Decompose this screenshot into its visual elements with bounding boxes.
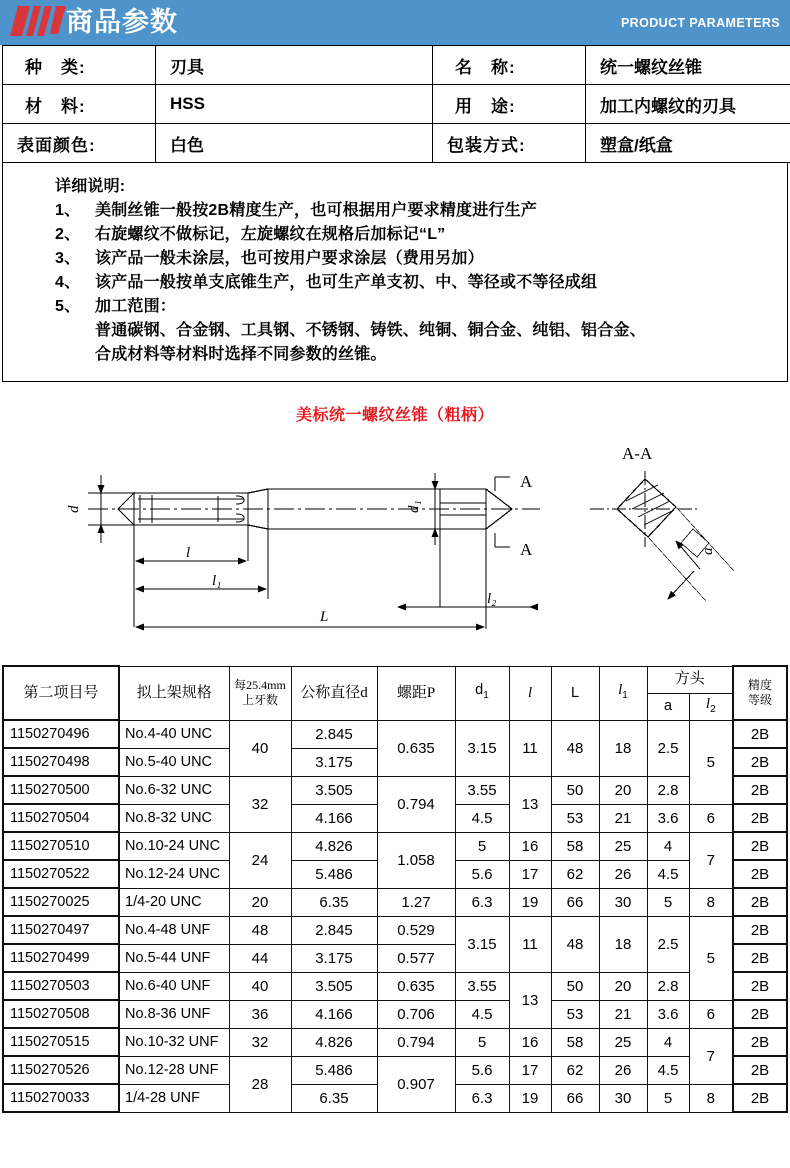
- spec-label-category: 种 类:: [3, 46, 156, 85]
- cell-item-no: 1150270508: [3, 1000, 119, 1028]
- header-tpi-line1: 每25.4mm: [234, 678, 286, 692]
- cell-l: 19: [509, 888, 551, 916]
- cell-item-no: 1150270499: [3, 944, 119, 972]
- cell-grade: 2B: [733, 888, 787, 916]
- cell-d1: 3.55: [455, 776, 509, 804]
- spec-table: [2, 45, 790, 163]
- cell-L: 50: [551, 776, 599, 804]
- cell-tpi: 32: [229, 1028, 291, 1056]
- cell-grade: 2B: [733, 944, 787, 972]
- dimension-table-head: [3, 666, 787, 720]
- cell-pitch: 0.794: [377, 1028, 455, 1056]
- cell-grade: 2B: [733, 748, 787, 776]
- cell-pitch: 0.577: [377, 944, 455, 972]
- cell-shelf-spec: No.12-28 UNF: [119, 1056, 229, 1084]
- spec-value-material: HSS: [156, 85, 433, 124]
- cell-item-no: 1150270526: [3, 1056, 119, 1084]
- cell-item-no: 1150270497: [3, 916, 119, 944]
- spec-row: [3, 85, 790, 124]
- cell-shelf-spec: No.5-40 UNC: [119, 748, 229, 776]
- drawing-label-l1: l₁: [212, 573, 222, 589]
- cell-item-no: 1150270496: [3, 720, 119, 748]
- cell-a: 5: [647, 888, 689, 916]
- banner-title: 商品参数: [66, 7, 178, 37]
- cell-L: 53: [551, 804, 599, 832]
- header-d1: [455, 666, 509, 720]
- description-item-text: 右旋螺纹不做标记，左旋螺纹在规格后加标记“L”: [95, 226, 446, 243]
- header-item-no: 第二项目号: [3, 666, 119, 720]
- cell-L: 62: [551, 1056, 599, 1084]
- cell-tpi: 32: [229, 776, 291, 832]
- cell-l1: 18: [599, 916, 647, 972]
- table-row: [3, 720, 787, 748]
- cell-L: 58: [551, 832, 599, 860]
- cell-nominal-d: 2.845: [291, 916, 377, 944]
- spec-label-name: 名 称:: [433, 46, 586, 85]
- cell-d1: 5: [455, 832, 509, 860]
- cell-a: 2.8: [647, 972, 689, 1000]
- cell-shelf-spec: No.4-48 UNF: [119, 916, 229, 944]
- cell-pitch: 1.058: [377, 832, 455, 888]
- cell-grade: 2B: [733, 1028, 787, 1056]
- table-row: [3, 776, 787, 804]
- cell-l1: 26: [599, 860, 647, 888]
- cell-grade: 2B: [733, 916, 787, 944]
- cell-l: 13: [509, 776, 551, 832]
- technical-drawing: [0, 429, 790, 659]
- cell-a: 4.5: [647, 1056, 689, 1084]
- cell-l1: 20: [599, 776, 647, 804]
- description-item-text: 该产品一般未涂层，也可按用户要求涂层（费用另加）: [95, 250, 484, 267]
- cell-d1: 6.3: [455, 1084, 509, 1112]
- cell-shelf-spec: No.5-44 UNF: [119, 944, 229, 972]
- cell-item-no: 1150270500: [3, 776, 119, 804]
- cell-l2: 6: [689, 1000, 733, 1028]
- cell-l1: 20: [599, 972, 647, 1000]
- cell-d1: 6.3: [455, 888, 509, 916]
- cell-a: 3.6: [647, 804, 689, 832]
- header-l2-base: l: [705, 695, 711, 712]
- spec-value-surface-color: 白色: [156, 124, 433, 163]
- drawing-section-view-label: A-A: [622, 444, 653, 463]
- cell-a: 2.5: [647, 720, 689, 776]
- cell-pitch: 0.907: [377, 1056, 455, 1112]
- cell-pitch: 0.794: [377, 776, 455, 832]
- cell-tpi: 24: [229, 832, 291, 888]
- description-item-number: 5、: [55, 298, 81, 315]
- cell-l: 13: [509, 972, 551, 1028]
- description-item-number: 4、: [55, 274, 81, 291]
- description-range-line: 普通碳钢、合金钢、工具钢、不锈钢、铸铁、纯铜、铜合金、纯铝、铝合金、: [95, 322, 646, 339]
- cell-grade: 2B: [733, 832, 787, 860]
- drawing-section-mark-top: A: [520, 472, 533, 491]
- description-item-text: 加工范围：: [95, 298, 177, 315]
- drawing-label-l: l: [186, 545, 191, 561]
- cell-L: 62: [551, 860, 599, 888]
- cell-l1: 30: [599, 888, 647, 916]
- cell-grade: 2B: [733, 1056, 787, 1084]
- header-threads-per-inch: [229, 666, 291, 720]
- cell-tpi: 36: [229, 1000, 291, 1028]
- cell-item-no: 1150270025: [3, 888, 119, 916]
- cell-d1: 4.5: [455, 804, 509, 832]
- spec-label-surface-color: 表面颜色:: [3, 124, 156, 163]
- spec-value-usage: 加工内螺纹的刃具: [586, 85, 790, 124]
- drawing-label-a: a: [700, 547, 716, 555]
- cell-l2: 5: [689, 916, 733, 1000]
- cell-shelf-spec: 1/4-28 UNF: [119, 1084, 229, 1112]
- cell-pitch: 0.529: [377, 916, 455, 944]
- table-row: [3, 832, 787, 860]
- cell-grade: 2B: [733, 1000, 787, 1028]
- cell-a: 4: [647, 1028, 689, 1056]
- cell-pitch: 0.635: [377, 720, 455, 776]
- spec-value-name: 统一螺纹丝锥: [586, 46, 790, 85]
- cell-l1: 26: [599, 1056, 647, 1084]
- cell-item-no: 1150270503: [3, 972, 119, 1000]
- cell-item-no: 1150270033: [3, 1084, 119, 1112]
- table-row: [3, 888, 787, 916]
- cell-shelf-spec: No.10-24 UNC: [119, 832, 229, 860]
- cell-L: 53: [551, 1000, 599, 1028]
- cell-nominal-d: 5.486: [291, 1056, 377, 1084]
- cell-pitch: 1.27: [377, 888, 455, 916]
- cell-l1: 21: [599, 804, 647, 832]
- cell-tpi: 40: [229, 972, 291, 1000]
- cell-nominal-d: 3.505: [291, 776, 377, 804]
- description-block: [2, 163, 788, 382]
- dimension-table-body: [3, 720, 787, 1112]
- table-row: [3, 1028, 787, 1056]
- cell-nominal-d: 5.486: [291, 860, 377, 888]
- cell-shelf-spec: No.12-24 UNC: [119, 860, 229, 888]
- table-row: [3, 1000, 787, 1028]
- header-tpi-line2: 上牙数: [241, 693, 278, 707]
- cell-L: 66: [551, 888, 599, 916]
- table-row: [3, 972, 787, 1000]
- cell-d1: 5.6: [455, 860, 509, 888]
- cell-a: 4.5: [647, 860, 689, 888]
- drawing-label-d1: d₁: [406, 500, 422, 513]
- cell-item-no: 1150270522: [3, 860, 119, 888]
- cell-nominal-d: 4.166: [291, 804, 377, 832]
- cell-l2: 6: [689, 804, 733, 832]
- cell-a: 5: [647, 1084, 689, 1112]
- header-grade-line2: 等级: [748, 693, 773, 707]
- cell-item-no: 1150270498: [3, 748, 119, 776]
- cell-shelf-spec: No.10-32 UNF: [119, 1028, 229, 1056]
- cell-l1: 25: [599, 832, 647, 860]
- table-row: [3, 1056, 787, 1084]
- page-banner: [0, 0, 790, 45]
- description-heading: 详细说明:: [55, 178, 126, 195]
- cell-nominal-d: 4.166: [291, 1000, 377, 1028]
- header-accuracy-grade: [733, 666, 787, 720]
- description-item: [55, 295, 777, 319]
- cell-shelf-spec: No.6-40 UNF: [119, 972, 229, 1000]
- description-item: [55, 247, 777, 271]
- spec-value-category: 刃具: [156, 46, 433, 85]
- description-item: [55, 271, 777, 295]
- cell-a: 2.5: [647, 916, 689, 972]
- banner-subtitle: PRODUCT PARAMETERS: [620, 15, 780, 30]
- cell-nominal-d: 2.845: [291, 720, 377, 748]
- cell-l2: 8: [689, 1084, 733, 1112]
- cell-d1: 3.55: [455, 972, 509, 1000]
- description-range-line: 合成材料等材料时选择不同参数的丝锥。: [95, 346, 387, 363]
- cell-a: 3.6: [647, 1000, 689, 1028]
- cell-l2: 8: [689, 888, 733, 916]
- cell-L: 66: [551, 1084, 599, 1112]
- cell-L: 48: [551, 720, 599, 776]
- cell-l1: 30: [599, 1084, 647, 1112]
- cell-pitch: 0.706: [377, 1000, 455, 1028]
- cell-nominal-d: 4.826: [291, 1028, 377, 1056]
- cell-a: 4: [647, 832, 689, 860]
- cell-l: 17: [509, 1056, 551, 1084]
- header-l2-sub: 2: [710, 703, 716, 715]
- cell-shelf-spec: 1/4-20 UNC: [119, 888, 229, 916]
- header-nominal-diameter: 公称直径d: [291, 666, 377, 720]
- cell-item-no: 1150270510: [3, 832, 119, 860]
- cell-shelf-spec: No.6-32 UNC: [119, 776, 229, 804]
- cell-grade: 2B: [733, 860, 787, 888]
- cell-l: 16: [509, 1028, 551, 1056]
- cell-tpi: 48: [229, 916, 291, 944]
- cell-shelf-spec: No.8-32 UNC: [119, 804, 229, 832]
- description-item-text: 该产品一般按单支底锥生产，也可生产单支初、中、等径或不等径成组: [95, 274, 598, 291]
- cell-L: 50: [551, 972, 599, 1000]
- drawing-label-d: d: [66, 505, 82, 513]
- cell-pitch: 0.635: [377, 972, 455, 1000]
- header-L: L: [551, 666, 599, 720]
- description-item-text: 美制丝锥一般按2B精度生产，也可根据用户要求精度进行生产: [95, 202, 538, 219]
- header-d1-sub: 1: [483, 689, 489, 701]
- cell-nominal-d: 3.175: [291, 944, 377, 972]
- description-item-number: 3、: [55, 250, 81, 267]
- cell-tpi: 28: [229, 1056, 291, 1112]
- header-square-head: 方头: [647, 666, 733, 693]
- description-item: [55, 199, 777, 223]
- cell-shelf-spec: No.4-40 UNC: [119, 720, 229, 748]
- drawing-label-l2: l₂: [487, 591, 497, 607]
- table-row: [3, 916, 787, 944]
- cell-tpi: 44: [229, 944, 291, 972]
- cell-l: 19: [509, 1084, 551, 1112]
- cell-nominal-d: 6.35: [291, 1084, 377, 1112]
- cell-l: 16: [509, 832, 551, 860]
- cell-l: 11: [509, 720, 551, 776]
- spec-label-usage: 用 途:: [433, 85, 586, 124]
- cell-l: 17: [509, 860, 551, 888]
- spec-row: [3, 46, 790, 85]
- cell-grade: 2B: [733, 776, 787, 804]
- cell-tpi: 20: [229, 888, 291, 916]
- cell-grade: 2B: [733, 804, 787, 832]
- header-l: l: [509, 666, 551, 720]
- cell-grade: 2B: [733, 1084, 787, 1112]
- spec-label-material: 材 料:: [3, 85, 156, 124]
- cell-a: 2.8: [647, 776, 689, 804]
- header-d1-base: d: [475, 682, 484, 699]
- brand-logo-icon: [0, 0, 72, 45]
- description-item-number: 1、: [55, 202, 81, 219]
- cell-d1: 4.5: [455, 1000, 509, 1028]
- cell-shelf-spec: No.8-36 UNF: [119, 1000, 229, 1028]
- cell-tpi: 40: [229, 720, 291, 776]
- drawing-section-mark-bottom: A: [520, 540, 533, 559]
- cell-d1: 3.15: [455, 916, 509, 972]
- cell-d1: 5: [455, 1028, 509, 1056]
- cell-l2: 7: [689, 832, 733, 888]
- header-l1-base: l: [618, 682, 623, 699]
- cell-l2: 5: [689, 720, 733, 804]
- cell-L: 48: [551, 916, 599, 972]
- cell-d1: 5.6: [455, 1056, 509, 1084]
- drawing-title: 美标统一螺纹丝锥（粗柄）: [295, 407, 494, 424]
- cell-nominal-d: 4.826: [291, 832, 377, 860]
- header-pitch: 螺距P: [377, 666, 455, 720]
- header-grade-line1: 精度: [748, 678, 773, 692]
- cell-item-no: 1150270515: [3, 1028, 119, 1056]
- spec-table-body: [3, 46, 790, 163]
- description-item-number: 2、: [55, 226, 81, 243]
- header-l1-sub: 1: [622, 689, 628, 701]
- cell-l1: 25: [599, 1028, 647, 1056]
- cell-grade: 2B: [733, 720, 787, 748]
- spec-label-packaging: 包装方式:: [433, 124, 586, 163]
- cell-grade: 2B: [733, 972, 787, 1000]
- tap-drawing-svg: [0, 429, 790, 659]
- header-l1: [599, 666, 647, 720]
- cell-nominal-d: 3.505: [291, 972, 377, 1000]
- description-item: [55, 223, 777, 247]
- cell-d1: 3.15: [455, 720, 509, 776]
- header-a: a: [647, 693, 689, 720]
- header-l2: [689, 693, 733, 720]
- dimension-table-header-row: [3, 666, 787, 693]
- spec-value-packaging: 塑盒/纸盒: [586, 124, 790, 163]
- cell-l1: 18: [599, 720, 647, 776]
- cell-nominal-d: 3.175: [291, 748, 377, 776]
- drawing-label-L: L: [320, 609, 329, 625]
- cell-item-no: 1150270504: [3, 804, 119, 832]
- dimension-table: [2, 665, 788, 1113]
- cell-l2: 7: [689, 1028, 733, 1084]
- spec-row: [3, 124, 790, 163]
- cell-nominal-d: 6.35: [291, 888, 377, 916]
- header-shelf-spec: 拟上架规格: [119, 666, 229, 720]
- cell-l: 11: [509, 916, 551, 972]
- cell-L: 58: [551, 1028, 599, 1056]
- cell-l1: 21: [599, 1000, 647, 1028]
